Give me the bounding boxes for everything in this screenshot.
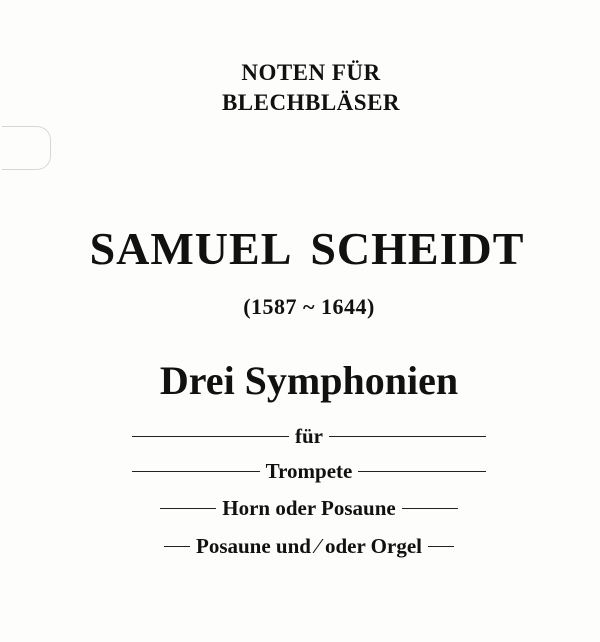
series-line-2: BLECHBLÄSER	[221, 90, 401, 115]
composer-name: SAMUEL SCHEIDT	[89, 223, 525, 274]
instrument-1: Trompete	[265, 459, 353, 483]
instrumentation-for-line	[132, 424, 486, 449]
rule-right	[402, 508, 458, 510]
rule-right	[358, 471, 486, 473]
instrument-2: Horn oder Posaune	[222, 496, 396, 520]
instrument-line-2	[132, 496, 486, 521]
rule-left	[164, 546, 190, 548]
instrument-line-1	[132, 459, 486, 484]
rule-left	[132, 436, 289, 438]
composer-dates: (1587 ~ 1644)	[243, 294, 375, 319]
rule-right	[428, 546, 454, 548]
rule-left	[160, 508, 216, 510]
instrument-3: Posaune und ⁄ oder Orgel	[196, 534, 422, 558]
rule-right	[329, 436, 486, 438]
work-title: Drei Symphonien	[159, 358, 459, 403]
for-label: für	[295, 424, 323, 448]
series-heading	[0, 58, 600, 118]
instrument-line-3	[132, 534, 486, 559]
paper-mark	[2, 126, 51, 170]
rule-left	[132, 471, 260, 473]
series-line-1: NOTEN FÜR	[241, 60, 381, 85]
